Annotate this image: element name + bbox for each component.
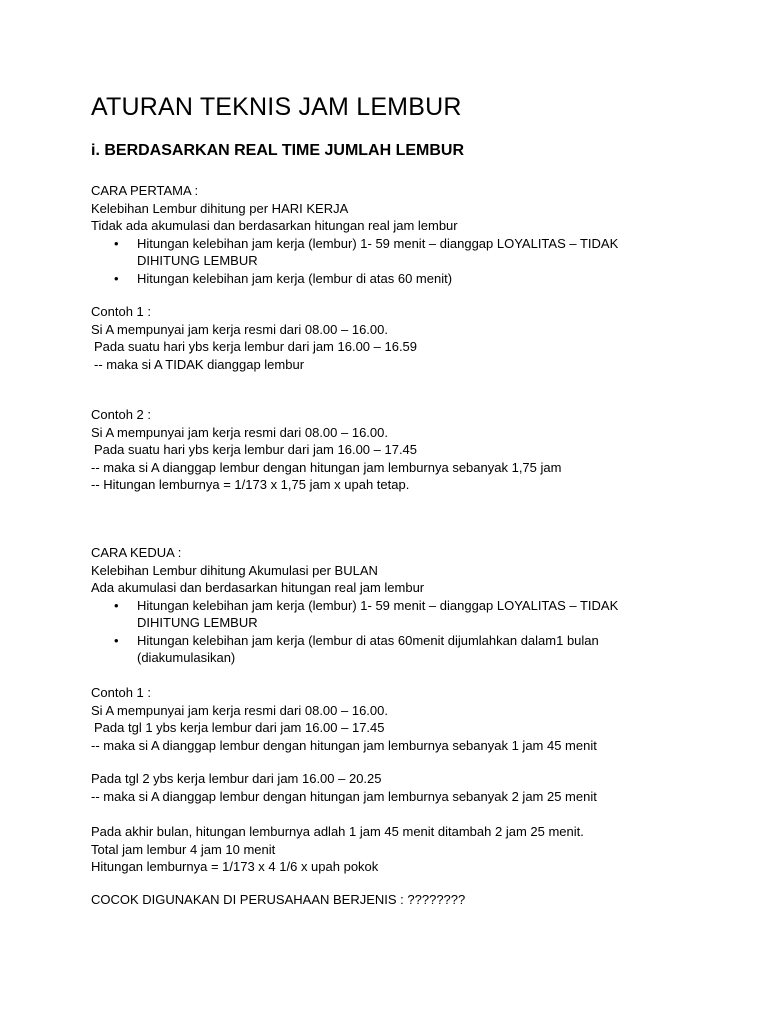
- cara-kedua-line-2: Ada akumulasi dan berdasarkan hitungan real jam lembur: [91, 580, 425, 595]
- contoh-heading: Contoh 1 :: [91, 304, 151, 319]
- bullet-icon: •: [114, 235, 119, 251]
- contoh-1-kedua-block: [91, 684, 731, 754]
- cara-pertama-heading: CARA PERTAMA :: [91, 183, 199, 198]
- paragraph-line: Pada akhir bulan, hitungan lemburnya adlah 1 jam 45 menit ditambah 2 jam 25 menit.: [91, 824, 584, 839]
- contoh-line: -- maka si A dianggap lembur dengan hitungan jam lemburnya sebanyak 1,75 jam: [91, 459, 562, 475]
- list-item: [91, 270, 677, 288]
- contoh-line: -- maka si A TIDAK dianggap lembur: [94, 356, 305, 372]
- list-item: [91, 235, 677, 270]
- contoh-2-block: [91, 406, 731, 494]
- list-item: [91, 632, 677, 667]
- cara-kedua-line-1: Kelebihan Lembur dihitung Akumulasi per BULAN: [91, 562, 378, 578]
- cara-pertama-bullet-list: [91, 235, 731, 288]
- akhir-bulan-block: [91, 823, 731, 876]
- contoh-heading: Contoh 1 :: [91, 685, 151, 700]
- cocok-line: COCOK DIGUNAKAN DI PERUSAHAAN BERJENIS : ????????: [91, 892, 466, 907]
- contoh-line: Pada tgl 1 ybs kerja lembur dari jam 16.00 – 17.45: [94, 720, 385, 735]
- paragraph-line: Pada tgl 2 ybs kerja lembur dari jam 16.00 – 20.25: [91, 771, 382, 786]
- document-title: ATURAN TEKNIS JAM LEMBUR: [91, 93, 462, 121]
- bullet-icon: •: [114, 270, 119, 286]
- bullet-text: Hitungan kelebihan jam kerja (lembur) 1- 59 menit – dianggap LOYALITAS – TIDAK DIHITUNG LEMBUR: [137, 597, 619, 630]
- contoh-1-block: [91, 303, 731, 373]
- contoh-heading: Contoh 2 :: [91, 407, 151, 422]
- contoh-line: Si A mempunyai jam kerja resmi dari 08.00 – 16.00.: [91, 424, 388, 440]
- paragraph-line: Total jam lembur 4 jam 10 menit: [91, 841, 276, 857]
- cara-pertama-block: [91, 182, 731, 287]
- cara-kedua-bullet-list: [91, 597, 731, 667]
- contoh-line: -- maka si A dianggap lembur dengan hitungan jam lemburnya sebanyak 1 jam 45 menit: [91, 737, 597, 753]
- contoh-line: Si A mempunyai jam kerja resmi dari 08.00 – 16.00.: [91, 321, 388, 337]
- bullet-text: Hitungan kelebihan jam kerja (lembur di atas 60 menit): [137, 270, 453, 286]
- paragraph-line: Hitungan lemburnya = 1/173 x 4 1/6 x upah pokok: [91, 859, 379, 874]
- bullet-text: Hitungan kelebihan jam kerja (lembur di atas 60menit dijumlahkan dalam1 bulan (diakumulasikan): [137, 632, 599, 665]
- contoh-line: -- Hitungan lemburnya = 1/173 x 1,75 jam x upah tetap.: [91, 477, 410, 492]
- contoh-line: Si A mempunyai jam kerja resmi dari 08.00 – 16.00.: [91, 702, 388, 718]
- cara-kedua-block: [91, 544, 731, 667]
- tgl-2-block: [91, 770, 731, 805]
- cara-kedua-heading: CARA KEDUA :: [91, 545, 182, 560]
- paragraph-line: -- maka si A dianggap lembur dengan hitungan jam lemburnya sebanyak 2 jam 25 menit: [91, 788, 597, 804]
- cara-pertama-line-1: Kelebihan Lembur dihitung per HARI KERJA: [91, 200, 349, 216]
- list-item: [91, 597, 677, 632]
- bullet-text: Hitungan kelebihan jam kerja (lembur) 1- 59 menit – dianggap LOYALITAS – TIDAK DIHITUNG LEMBUR: [137, 235, 619, 268]
- bullet-icon: •: [114, 632, 119, 648]
- bullet-icon: •: [114, 597, 119, 613]
- contoh-line: Pada suatu hari ybs kerja lembur dari jam 16.00 – 17.45: [94, 442, 418, 457]
- cara-pertama-line-2: Tidak ada akumulasi dan berdasarkan hitungan real jam lembur: [91, 218, 458, 233]
- section-heading: i. BERDASARKAN REAL TIME JUMLAH LEMBUR: [91, 142, 465, 159]
- contoh-line: Pada suatu hari ybs kerja lembur dari jam 16.00 – 16.59: [94, 339, 418, 354]
- cocok-block: [91, 891, 731, 909]
